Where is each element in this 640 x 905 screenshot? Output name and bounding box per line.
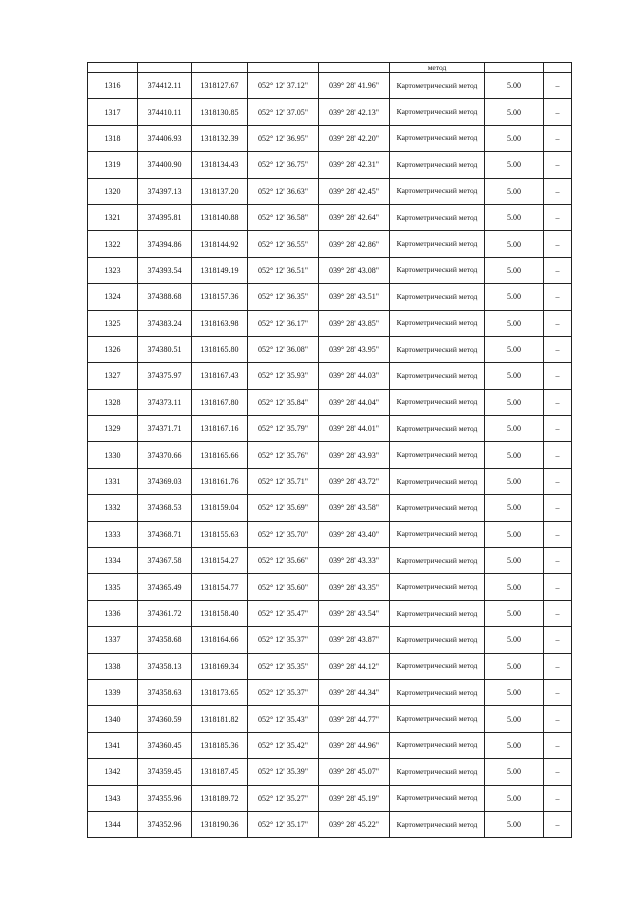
cell-dash: –: [544, 732, 572, 758]
cell-latitude: 052° 12' 35.37": [248, 627, 319, 653]
cell-dash: –: [544, 257, 572, 283]
table-row: [88, 442, 572, 468]
cell-latitude: 052° 12' 35.47": [248, 600, 319, 626]
cell-longitude: 039° 28' 44.77": [319, 706, 390, 732]
cell-method: Картометрический метод: [390, 125, 485, 151]
cell-dash: –: [544, 653, 572, 679]
cell-method: Картометрический метод: [390, 178, 485, 204]
cell-longitude: 039° 28' 43.08": [319, 257, 390, 283]
cell-method: Картометрический метод: [390, 574, 485, 600]
cell-longitude: 039° 28' 42.20": [319, 125, 390, 151]
table-row: [88, 284, 572, 310]
cell-point-number: 1324: [88, 284, 138, 310]
cell-method: Картометрический метод: [390, 442, 485, 468]
cell-latitude: 052° 12' 36.63": [248, 178, 319, 204]
cell-latitude: 052° 12' 35.76": [248, 442, 319, 468]
table-row: [88, 732, 572, 758]
cell-accuracy: 5.00: [485, 204, 544, 230]
cell-coord-y: 1318144.92: [192, 231, 248, 257]
cell-coord-y: 1318181.82: [192, 706, 248, 732]
cell-method: Картометрический метод: [390, 99, 485, 125]
cell-coord-y: 1318189.72: [192, 785, 248, 811]
cell-coord-x: 374400.90: [138, 152, 192, 178]
cell-latitude: 052° 12' 35.70": [248, 521, 319, 547]
table-row: [88, 495, 572, 521]
table-row: [88, 231, 572, 257]
cell-latitude: 052° 12' 36.35": [248, 284, 319, 310]
cell-dash: –: [544, 125, 572, 151]
cell-dash: –: [544, 336, 572, 362]
cell-point-number: 1322: [88, 231, 138, 257]
cell-coord-y: 1318164.66: [192, 627, 248, 653]
cell-latitude: 052° 12' 36.58": [248, 204, 319, 230]
cell-longitude: 039° 28' 43.54": [319, 600, 390, 626]
cell-method: Картометрический метод: [390, 600, 485, 626]
table-row: [88, 73, 572, 99]
cell-dash: –: [544, 574, 572, 600]
cell-coord-x: 374365.49: [138, 574, 192, 600]
cell-longitude: 039° 28' 43.72": [319, 468, 390, 494]
cell-longitude: 039° 28' 43.95": [319, 336, 390, 362]
cell-coord-y: 1318169.34: [192, 653, 248, 679]
cell-method: Картометрический метод: [390, 627, 485, 653]
cell-coord-y: 1318158.40: [192, 600, 248, 626]
cell-coord-y: 1318154.27: [192, 548, 248, 574]
cell-method: Картометрический метод: [390, 204, 485, 230]
cell-coord-x: 374370.66: [138, 442, 192, 468]
cell-latitude: 052° 12' 35.43": [248, 706, 319, 732]
cell-longitude: 039° 28' 44.04": [319, 389, 390, 415]
cell-point-number: 1316: [88, 73, 138, 99]
cell-latitude: 052° 12' 36.17": [248, 310, 319, 336]
cell-latitude: 052° 12' 36.75": [248, 152, 319, 178]
cell-longitude: 039° 28' 42.86": [319, 231, 390, 257]
table-row: [88, 204, 572, 230]
cell-coord-x: 374412.11: [138, 73, 192, 99]
cell-dash: –: [544, 442, 572, 468]
cell-accuracy: 5.00: [485, 152, 544, 178]
cell-method: Картометрический метод: [390, 389, 485, 415]
cell-accuracy: 5.00: [485, 336, 544, 362]
cell-coord-x: 374358.68: [138, 627, 192, 653]
table-row: [88, 257, 572, 283]
cell-point-number: 1340: [88, 706, 138, 732]
cell-latitude: 052° 12' 35.60": [248, 574, 319, 600]
cell-method: Картометрический метод: [390, 732, 485, 758]
cell-accuracy: 5.00: [485, 548, 544, 574]
cell-point-number: 1321: [88, 204, 138, 230]
cell-latitude: 052° 12' 35.35": [248, 653, 319, 679]
cell-point-number: 1344: [88, 811, 138, 837]
cell-method: Картометрический метод: [390, 336, 485, 362]
cell-coord-x: 374359.45: [138, 759, 192, 785]
cell-accuracy: 5.00: [485, 759, 544, 785]
cell-point-number: 1329: [88, 416, 138, 442]
cell-empty: [544, 63, 572, 73]
cell-latitude: 052° 12' 37.12": [248, 73, 319, 99]
cell-dash: –: [544, 706, 572, 732]
cell-dash: –: [544, 310, 572, 336]
cell-coord-x: 374361.72: [138, 600, 192, 626]
cell-point-number: 1335: [88, 574, 138, 600]
cell-accuracy: 5.00: [485, 73, 544, 99]
cell-dash: –: [544, 548, 572, 574]
cell-latitude: 052° 12' 35.66": [248, 548, 319, 574]
cell-longitude: 039° 28' 41.96": [319, 73, 390, 99]
cell-coord-y: 1318155.63: [192, 521, 248, 547]
cell-empty: [485, 63, 544, 73]
table-row: [88, 178, 572, 204]
cell-coord-y: 1318149.19: [192, 257, 248, 283]
cell-coord-x: 374406.93: [138, 125, 192, 151]
cell-point-number: 1342: [88, 759, 138, 785]
table-row: [88, 521, 572, 547]
cell-accuracy: 5.00: [485, 785, 544, 811]
cell-dash: –: [544, 204, 572, 230]
cell-longitude: 039° 28' 43.35": [319, 574, 390, 600]
cell-dash: –: [544, 785, 572, 811]
cell-latitude: 052° 12' 35.69": [248, 495, 319, 521]
cell-coord-y: 1318167.16: [192, 416, 248, 442]
cell-accuracy: 5.00: [485, 310, 544, 336]
cell-point-number: 1317: [88, 99, 138, 125]
cell-coord-x: 374367.58: [138, 548, 192, 574]
cell-longitude: 039° 28' 44.01": [319, 416, 390, 442]
cell-coord-x: 374393.54: [138, 257, 192, 283]
cell-coord-x: 374388.68: [138, 284, 192, 310]
cell-coord-y: 1318140.88: [192, 204, 248, 230]
cell-coord-x: 374368.71: [138, 521, 192, 547]
table-row: [88, 468, 572, 494]
cell-coord-x: 374397.13: [138, 178, 192, 204]
cell-accuracy: 5.00: [485, 231, 544, 257]
cell-dash: –: [544, 363, 572, 389]
cell-dash: –: [544, 99, 572, 125]
cell-longitude: 039° 28' 43.93": [319, 442, 390, 468]
cell-point-number: 1332: [88, 495, 138, 521]
table-row: [88, 574, 572, 600]
cell-latitude: 052° 12' 36.08": [248, 336, 319, 362]
cell-latitude: 052° 12' 36.51": [248, 257, 319, 283]
cell-longitude: 039° 28' 43.87": [319, 627, 390, 653]
cell-method-continuation: метод: [390, 63, 485, 73]
cell-coord-x: 374383.24: [138, 310, 192, 336]
cell-point-number: 1337: [88, 627, 138, 653]
cell-accuracy: 5.00: [485, 706, 544, 732]
cell-method: Картометрический метод: [390, 73, 485, 99]
cell-point-number: 1328: [88, 389, 138, 415]
cell-method: Картометрический метод: [390, 257, 485, 283]
cell-method: Картометрический метод: [390, 416, 485, 442]
cell-latitude: 052° 12' 35.17": [248, 811, 319, 837]
cell-longitude: 039° 28' 43.33": [319, 548, 390, 574]
cell-accuracy: 5.00: [485, 99, 544, 125]
cell-coord-y: 1318154.77: [192, 574, 248, 600]
cell-coord-y: 1318165.80: [192, 336, 248, 362]
cell-coord-y: 1318157.36: [192, 284, 248, 310]
cell-dash: –: [544, 416, 572, 442]
cell-point-number: 1326: [88, 336, 138, 362]
cell-longitude: 039° 28' 43.85": [319, 310, 390, 336]
cell-point-number: 1336: [88, 600, 138, 626]
cell-accuracy: 5.00: [485, 468, 544, 494]
cell-accuracy: 5.00: [485, 811, 544, 837]
cell-accuracy: 5.00: [485, 732, 544, 758]
cell-point-number: 1327: [88, 363, 138, 389]
cell-accuracy: 5.00: [485, 125, 544, 151]
cell-coord-x: 374358.13: [138, 653, 192, 679]
cell-point-number: 1318: [88, 125, 138, 151]
cell-latitude: 052° 12' 36.95": [248, 125, 319, 151]
cell-dash: –: [544, 284, 572, 310]
table-row: [88, 389, 572, 415]
cell-point-number: 1333: [88, 521, 138, 547]
cell-method: Картометрический метод: [390, 231, 485, 257]
cell-empty: [192, 63, 248, 73]
cell-coord-x: 374355.96: [138, 785, 192, 811]
table-body: [88, 63, 572, 838]
cell-longitude: 039° 28' 42.13": [319, 99, 390, 125]
cell-empty: [88, 63, 138, 73]
cell-coord-x: 374373.11: [138, 389, 192, 415]
cell-point-number: 1334: [88, 548, 138, 574]
cell-longitude: 039° 28' 44.96": [319, 732, 390, 758]
table-row: [88, 310, 572, 336]
cell-point-number: 1339: [88, 679, 138, 705]
cell-longitude: 039° 28' 43.58": [319, 495, 390, 521]
cell-method: Картометрический метод: [390, 811, 485, 837]
cell-coord-y: 1318190.36: [192, 811, 248, 837]
cell-latitude: 052° 12' 36.55": [248, 231, 319, 257]
cell-coord-x: 374371.71: [138, 416, 192, 442]
cell-latitude: 052° 12' 35.42": [248, 732, 319, 758]
cell-accuracy: 5.00: [485, 257, 544, 283]
cell-coord-x: 374369.03: [138, 468, 192, 494]
table-row: [88, 99, 572, 125]
cell-coord-x: 374395.81: [138, 204, 192, 230]
cell-point-number: 1323: [88, 257, 138, 283]
cell-coord-y: 1318127.67: [192, 73, 248, 99]
cell-accuracy: 5.00: [485, 495, 544, 521]
cell-method: Картометрический метод: [390, 653, 485, 679]
cell-longitude: 039° 28' 45.19": [319, 785, 390, 811]
table-row: [88, 336, 572, 362]
cell-method: Картометрический метод: [390, 468, 485, 494]
cell-coord-y: 1318163.98: [192, 310, 248, 336]
table-row: [88, 627, 572, 653]
cell-accuracy: 5.00: [485, 521, 544, 547]
cell-empty: [319, 63, 390, 73]
table-row: [88, 706, 572, 732]
cell-dash: –: [544, 759, 572, 785]
table-row: [88, 416, 572, 442]
cell-accuracy: 5.00: [485, 574, 544, 600]
cell-method: Картометрический метод: [390, 759, 485, 785]
cell-method: Картометрический метод: [390, 363, 485, 389]
cell-latitude: 052° 12' 35.71": [248, 468, 319, 494]
cell-coord-y: 1318173.65: [192, 679, 248, 705]
table-row: [88, 548, 572, 574]
cell-longitude: 039° 28' 44.12": [319, 653, 390, 679]
cell-coord-y: 1318185.36: [192, 732, 248, 758]
table-row: [88, 152, 572, 178]
cell-accuracy: 5.00: [485, 627, 544, 653]
cell-dash: –: [544, 468, 572, 494]
table-row-continuation: [88, 63, 572, 73]
cell-coord-x: 374410.11: [138, 99, 192, 125]
cell-coord-y: 1318187.45: [192, 759, 248, 785]
cell-longitude: 039° 28' 44.03": [319, 363, 390, 389]
cell-method: Картометрический метод: [390, 706, 485, 732]
cell-coord-y: 1318137.20: [192, 178, 248, 204]
cell-coord-y: 1318134.43: [192, 152, 248, 178]
cell-coord-x: 374358.63: [138, 679, 192, 705]
cell-accuracy: 5.00: [485, 653, 544, 679]
cell-dash: –: [544, 521, 572, 547]
coordinates-table: [87, 62, 572, 838]
cell-coord-y: 1318167.80: [192, 389, 248, 415]
cell-point-number: 1338: [88, 653, 138, 679]
table-row: [88, 363, 572, 389]
cell-dash: –: [544, 679, 572, 705]
cell-point-number: 1331: [88, 468, 138, 494]
cell-accuracy: 5.00: [485, 363, 544, 389]
cell-latitude: 052° 12' 35.27": [248, 785, 319, 811]
cell-dash: –: [544, 811, 572, 837]
table-row: [88, 811, 572, 837]
cell-method: Картометрический метод: [390, 310, 485, 336]
cell-accuracy: 5.00: [485, 389, 544, 415]
cell-dash: –: [544, 73, 572, 99]
cell-latitude: 052° 12' 35.79": [248, 416, 319, 442]
cell-longitude: 039° 28' 44.34": [319, 679, 390, 705]
cell-accuracy: 5.00: [485, 178, 544, 204]
cell-longitude: 039° 28' 45.07": [319, 759, 390, 785]
cell-method: Картометрический метод: [390, 679, 485, 705]
cell-point-number: 1319: [88, 152, 138, 178]
cell-coord-x: 374360.59: [138, 706, 192, 732]
cell-longitude: 039° 28' 42.45": [319, 178, 390, 204]
cell-coord-x: 374360.45: [138, 732, 192, 758]
cell-empty: [138, 63, 192, 73]
table-row: [88, 785, 572, 811]
cell-coord-y: 1318161.76: [192, 468, 248, 494]
cell-longitude: 039° 28' 43.40": [319, 521, 390, 547]
cell-point-number: 1330: [88, 442, 138, 468]
table-row: [88, 679, 572, 705]
cell-dash: –: [544, 389, 572, 415]
cell-coord-y: 1318165.66: [192, 442, 248, 468]
cell-method: Картометрический метод: [390, 521, 485, 547]
cell-latitude: 052° 12' 35.93": [248, 363, 319, 389]
cell-dash: –: [544, 495, 572, 521]
cell-longitude: 039° 28' 42.64": [319, 204, 390, 230]
table-row: [88, 759, 572, 785]
cell-latitude: 052° 12' 35.37": [248, 679, 319, 705]
cell-longitude: 039° 28' 45.22": [319, 811, 390, 837]
cell-empty: [248, 63, 319, 73]
cell-coord-x: 374375.97: [138, 363, 192, 389]
cell-latitude: 052° 12' 35.84": [248, 389, 319, 415]
cell-point-number: 1320: [88, 178, 138, 204]
cell-coord-y: 1318167.43: [192, 363, 248, 389]
cell-point-number: 1325: [88, 310, 138, 336]
cell-accuracy: 5.00: [485, 284, 544, 310]
cell-dash: –: [544, 152, 572, 178]
cell-dash: –: [544, 231, 572, 257]
table-row: [88, 600, 572, 626]
table-row: [88, 125, 572, 151]
cell-coord-x: 374394.86: [138, 231, 192, 257]
cell-accuracy: 5.00: [485, 416, 544, 442]
cell-method: Картометрический метод: [390, 152, 485, 178]
cell-point-number: 1343: [88, 785, 138, 811]
cell-longitude: 039° 28' 43.51": [319, 284, 390, 310]
cell-accuracy: 5.00: [485, 679, 544, 705]
cell-method: Картометрический метод: [390, 284, 485, 310]
cell-latitude: 052° 12' 35.39": [248, 759, 319, 785]
cell-coord-x: 374352.96: [138, 811, 192, 837]
cell-accuracy: 5.00: [485, 600, 544, 626]
cell-coord-y: 1318130.85: [192, 99, 248, 125]
cell-coord-y: 1318159.04: [192, 495, 248, 521]
cell-dash: –: [544, 627, 572, 653]
cell-dash: –: [544, 600, 572, 626]
cell-latitude: 052° 12' 37.05": [248, 99, 319, 125]
cell-accuracy: 5.00: [485, 442, 544, 468]
table-row: [88, 653, 572, 679]
cell-dash: –: [544, 178, 572, 204]
cell-method: Картометрический метод: [390, 495, 485, 521]
cell-point-number: 1341: [88, 732, 138, 758]
cell-coord-y: 1318132.39: [192, 125, 248, 151]
cell-coord-x: 374368.53: [138, 495, 192, 521]
cell-coord-x: 374380.51: [138, 336, 192, 362]
cell-method: Картометрический метод: [390, 548, 485, 574]
cell-longitude: 039° 28' 42.31": [319, 152, 390, 178]
cell-method: Картометрический метод: [390, 785, 485, 811]
